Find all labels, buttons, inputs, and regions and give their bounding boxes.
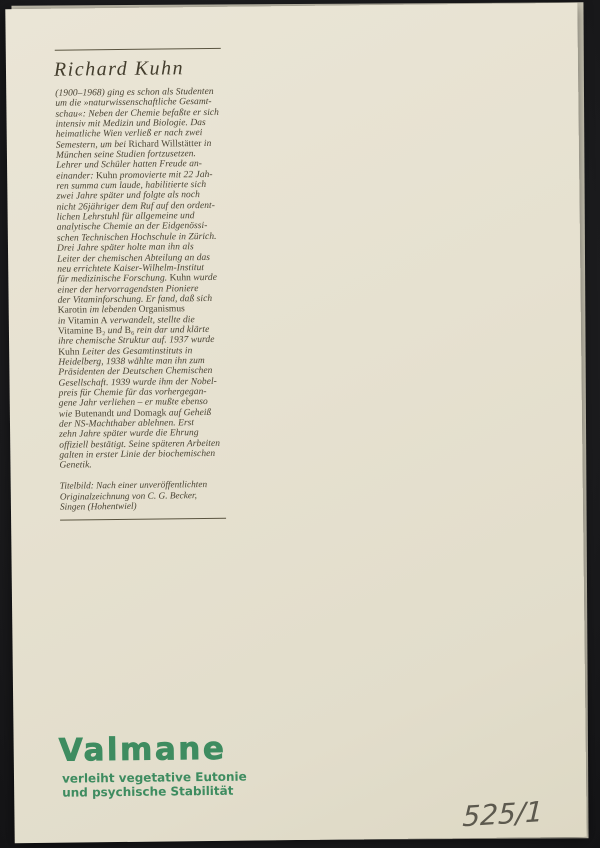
text-line: Karotin im lebenden Organismus: [57, 304, 185, 316]
text-line: für medizinische Forschung. Kuhn wurde: [57, 273, 218, 285]
text-line: neu errichtete Kaiser-Wilhelm-Institut: [57, 262, 205, 275]
text-line: zehn Jahre später wurde die Ehrung: [59, 428, 199, 441]
text-line: der Vitaminforschung. Er fand, daß sich: [57, 293, 213, 306]
paper-page: [5, 3, 586, 843]
credit-line: Originalzeichnung von C. G. Becker,: [59, 490, 197, 503]
article-title: Richard Kuhn: [53, 57, 185, 81]
text-line: analytische Chemie an der Eidgenössi-: [56, 221, 208, 234]
text-line: in Vitamin A verwandelt, stellte die: [57, 314, 195, 327]
text-line: Kuhn Leiter des Gesamtinstituts in: [58, 345, 193, 358]
text-line: wie Butenandt und Domagk auf Geheiß: [58, 407, 212, 420]
text-line: Vitamine B₂ und B₆ rein dar und klärte: [57, 324, 210, 337]
text-line: schau«: Neben der Chemie befaßte er sich: [55, 107, 219, 120]
text-line: Leiter der chemischen Abteilung an das: [57, 252, 211, 265]
text-line: zwei Jahre später und folgte als noch: [56, 190, 200, 203]
text-line: ihre chemische Struktur auf. 1937 wurde: [58, 335, 215, 347]
text-line: Lehrer und Schüler hatten Freude an-: [56, 159, 203, 172]
text-line: der NS-Machthaber ablehnen. Erst: [58, 418, 195, 430]
text-line: intensiv mit Medizin und Biologie. Das: [55, 118, 206, 130]
text-line: um die »naturwissenschaftliche Gesamt-: [55, 97, 212, 110]
text-line: lichen Lehrstuhl für allgemeine und: [56, 211, 195, 223]
text-line: einander: Kuhn promovierte mit 22 Jah-: [56, 169, 213, 182]
text-line: gene Jahr verliehen – er mußte ebenso: [58, 397, 208, 410]
tagline-line: verleiht vegetative Eutonie: [61, 769, 247, 786]
top-rule: [55, 48, 221, 51]
text-line: nicht 26jähriger dem Ruf auf den ordent-: [56, 200, 215, 213]
text-line: preis für Chemie für das vorhergegan-: [58, 386, 207, 399]
handwritten-number: 525/1: [461, 795, 544, 834]
text-line: schen Technischen Hochschule in Zürich.: [56, 231, 217, 244]
text-line: Heidelberg, 1938 wählte man ihn zum: [58, 355, 205, 368]
tagline-line: und psychische Stabilität: [62, 783, 234, 800]
text-line: Semestern, um bei Richard Willstätter in: [55, 138, 212, 151]
text-line: offiziell bestätigt. Seine späteren Arbeiten: [59, 438, 221, 451]
bottom-rule: [60, 518, 226, 521]
text-line: (1900–1968) ging es schon als Studenten: [55, 86, 214, 99]
text-line: einer der hervorragendsten Pioniere: [57, 283, 199, 296]
text-line: München seine Studien fortzusetzen.: [55, 149, 197, 161]
brand-wordmark: Valmane: [58, 730, 227, 769]
text-line: galten in erster Linie der biochemischen: [59, 448, 216, 461]
credit-line: Titelbild: Nach einer unveröffentlichten: [59, 480, 208, 492]
text-line: Genetik.: [59, 460, 92, 472]
article-credit: [60, 480, 208, 513]
brand-tagline: [62, 771, 247, 800]
text-line: Präsidenten der Deutschen Chemischen: [58, 366, 213, 378]
article-body: [55, 87, 239, 472]
text-line: heimatliche Wien verließ er nach zwei: [55, 128, 203, 141]
text-line: ren summa cum laude, habilitierte sich: [56, 180, 207, 192]
text-line: Drei Jahre später holte man ihn als: [56, 242, 194, 254]
text-line: Gesellschaft. 1939 wurde ihm der Nobel-: [58, 376, 217, 389]
credit-line: Singen (Hohentwiel): [59, 502, 137, 513]
